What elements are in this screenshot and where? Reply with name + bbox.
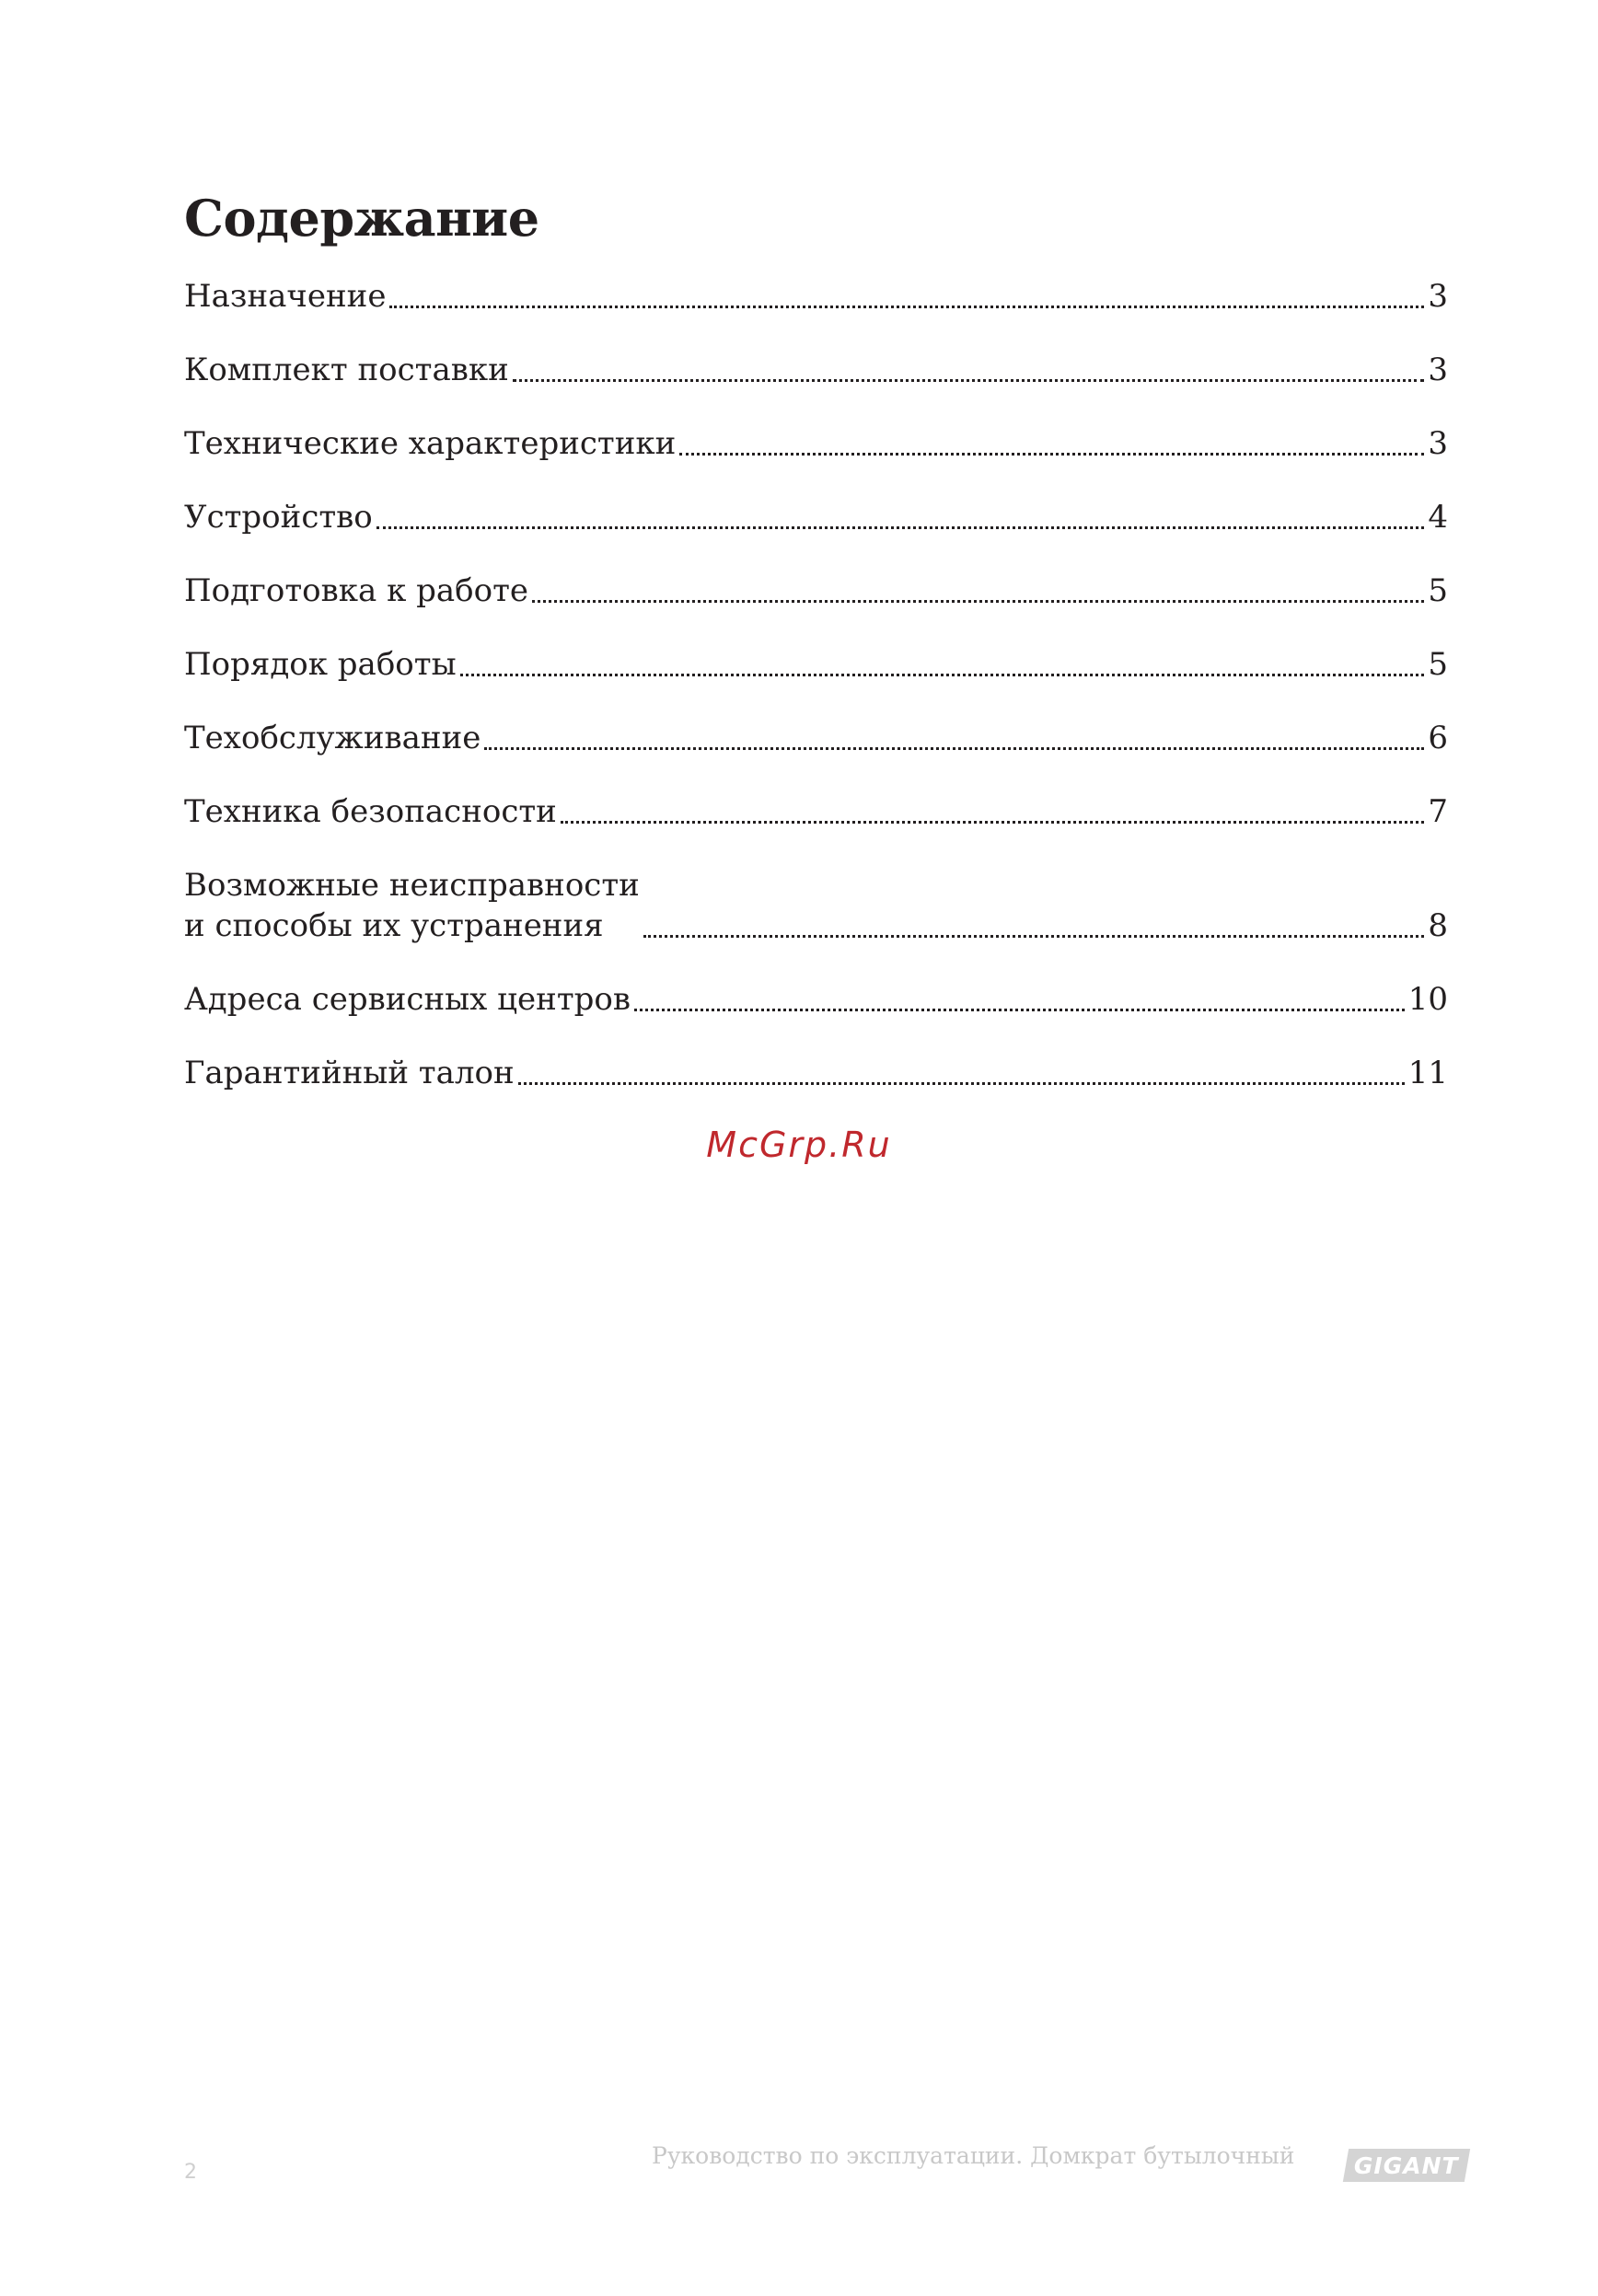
- toc-item-package-contents[interactable]: [184, 350, 1448, 390]
- toc-item-page: 4: [1428, 499, 1448, 536]
- toc-item-warranty-card[interactable]: [184, 1053, 1448, 1093]
- toc-item-page: 5: [1428, 646, 1448, 683]
- page-title: Содержание: [184, 189, 539, 248]
- toc-item-title: Адреса сервисных центров: [184, 981, 631, 1018]
- brand-logo: [1343, 2149, 1470, 2182]
- brand-logo-text: GIGANT: [1354, 2152, 1459, 2179]
- toc-item-title: Техника безопасности: [184, 793, 557, 830]
- toc-item-service-centers[interactable]: [184, 979, 1448, 1020]
- toc-item-page: 3: [1428, 425, 1448, 462]
- toc-item-preparation[interactable]: [184, 571, 1448, 611]
- toc-item-design[interactable]: [184, 497, 1448, 537]
- toc-item-specifications[interactable]: [184, 423, 1448, 464]
- toc-item-title: Подготовка к работе: [184, 572, 529, 609]
- toc-item-title: Техобслуживание: [184, 720, 481, 756]
- toc-item-operation[interactable]: [184, 644, 1448, 685]
- toc-item-page: 10: [1407, 981, 1448, 1018]
- toc-item-page: 8: [1428, 907, 1448, 944]
- toc-item-safety[interactable]: [184, 791, 1448, 832]
- toc-dot-leader: [643, 935, 1425, 938]
- toc-dot-leader: [484, 747, 1424, 750]
- toc-item-title: Устройство: [184, 499, 373, 536]
- toc-dot-leader: [532, 600, 1424, 603]
- toc-dot-leader: [679, 453, 1424, 456]
- toc-item-purpose[interactable]: [184, 276, 1448, 317]
- table-of-contents: [184, 276, 1448, 1126]
- toc-dot-leader: [513, 379, 1425, 382]
- toc-dot-leader: [518, 1082, 1405, 1085]
- toc-item-page: 5: [1428, 572, 1448, 609]
- toc-item-title: Назначение: [184, 278, 387, 315]
- footer-page-number: 2: [184, 2161, 197, 2184]
- watermark-link[interactable]: McGrp.Ru: [706, 1125, 892, 1165]
- toc-item-page: 7: [1428, 793, 1448, 830]
- toc-item-title: Порядок работы: [184, 646, 457, 683]
- toc-item-title: Возможные неисправности и способы их устранения: [184, 867, 640, 944]
- toc-dot-leader: [561, 821, 1425, 824]
- toc-item-page: 6: [1428, 720, 1448, 756]
- footer-caption: Руководство по эксплуатации. Домкрат бутылочный: [652, 2142, 1295, 2169]
- toc-item-title: Гарантийный талон: [184, 1055, 515, 1091]
- toc-dot-leader: [389, 306, 1424, 308]
- toc-item-troubleshooting[interactable]: [184, 865, 1448, 946]
- toc-item-title: Комплект поставки: [184, 352, 509, 388]
- toc-item-maintenance[interactable]: [184, 718, 1448, 758]
- toc-item-title: Технические характеристики: [184, 425, 677, 462]
- toc-dot-leader: [460, 674, 1425, 676]
- toc-item-page: 3: [1428, 352, 1448, 388]
- toc-item-page: 11: [1407, 1055, 1448, 1091]
- toc-dot-leader: [634, 1009, 1405, 1011]
- toc-dot-leader: [376, 526, 1425, 529]
- toc-item-page: 3: [1428, 278, 1448, 315]
